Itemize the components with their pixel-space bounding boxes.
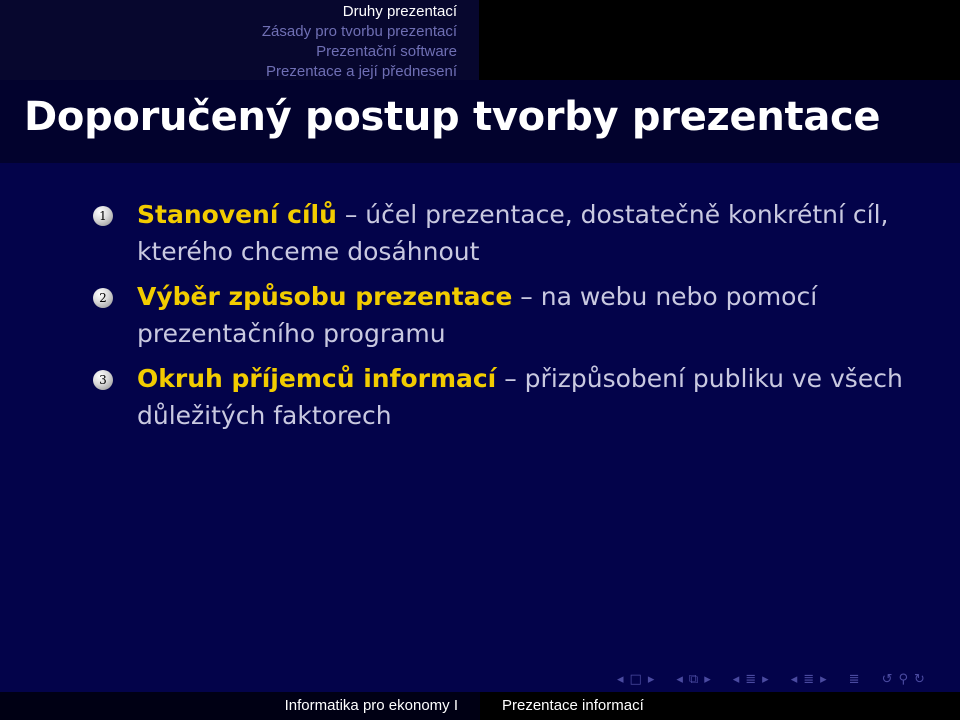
item-text: přizpůsobení publiku ve všech důležitých faktorech <box>137 364 903 430</box>
item-term: Výběr způsobu prezentace <box>137 282 513 311</box>
beamer-navigation-symbols <box>615 669 927 689</box>
section-icon[interactable]: ≣ <box>745 671 757 687</box>
item-separator: – <box>512 282 541 311</box>
footer-course-title: Informatika pro ekonomy I <box>0 692 480 720</box>
subsection-icon[interactable]: ⧉ <box>688 671 699 687</box>
forward-icon[interactable]: ↻ <box>914 671 925 687</box>
prev-frame-arrow-icon[interactable]: ◂ <box>617 671 624 687</box>
back-icon[interactable]: ↺ <box>881 671 893 687</box>
item-separator: – <box>336 200 366 229</box>
prev-subsection-arrow-icon[interactable]: ◂ <box>676 671 683 687</box>
enum-ball-icon: 3 <box>93 370 113 390</box>
document-icon[interactable]: ≣ <box>803 671 815 687</box>
next-frame-arrow-icon[interactable]: ▸ <box>647 671 655 687</box>
appendix-icon[interactable]: ≣ <box>848 671 860 687</box>
section-navigation <box>0 0 479 80</box>
list-item <box>93 360 913 434</box>
prev-section-arrow-icon[interactable]: ◂ <box>732 671 740 687</box>
enum-ball-icon: 1 <box>93 206 113 226</box>
nav-section-druhy-prezentaci[interactable]: Druhy prezentací <box>342 3 457 20</box>
next-subsection-arrow-icon[interactable]: ▸ <box>704 671 711 687</box>
nav-section-software[interactable]: Prezentační software <box>316 43 457 60</box>
footline <box>0 692 960 720</box>
list-item <box>93 278 913 352</box>
next-document-arrow-icon[interactable]: ▸ <box>820 671 827 687</box>
footer-presentation-title: Prezentace informací <box>480 692 960 720</box>
item-term: Stanovení cílů <box>137 200 337 229</box>
frame-title: Doporučený postup tvorby prezentace <box>24 94 881 140</box>
list-item <box>93 196 913 270</box>
nav-section-zasady[interactable]: Zásady pro tvorbu prezentací <box>261 23 457 40</box>
prev-document-arrow-icon[interactable]: ◂ <box>790 671 798 687</box>
enum-ball-icon: 2 <box>93 288 113 308</box>
next-section-arrow-icon[interactable]: ▸ <box>762 671 769 687</box>
frame-icon[interactable]: □ <box>629 671 642 687</box>
item-separator: – <box>496 364 525 393</box>
item-text: účel prezentace, dostatečně konkrétní cíl, kterého chceme dosáhnout <box>137 200 889 266</box>
item-term: Okruh příjemců informací <box>137 364 497 393</box>
nav-section-prednesení[interactable]: Prezentace a její přednesení <box>266 63 457 80</box>
search-icon[interactable]: ⚲ <box>898 671 908 687</box>
enumerated-list <box>93 196 913 442</box>
item-text: na webu nebo pomocí prezentačního programu <box>137 282 818 348</box>
top-navigation-bar <box>0 0 960 80</box>
